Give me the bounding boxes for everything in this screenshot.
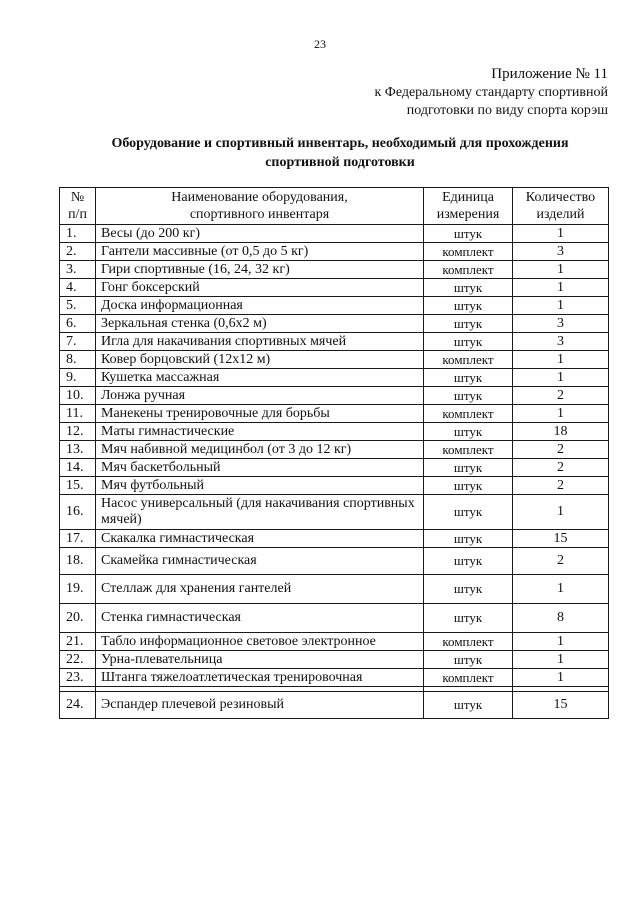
row-unit: штук <box>424 369 513 387</box>
row-number: 16. <box>60 495 96 530</box>
row-number: 21. <box>60 633 96 651</box>
appendix-reference-line-2: подготовки по виду спорта корэш <box>406 103 608 118</box>
row-quantity: 2 <box>513 459 609 477</box>
row-item-name: Кушетка массажная <box>96 369 424 387</box>
row-item-name: Мяч баскетбольный <box>96 459 424 477</box>
row-item-name: Скамейка гимнастическая <box>96 548 424 575</box>
row-number: 23. <box>60 669 96 687</box>
row-number: 17. <box>60 530 96 548</box>
row-quantity: 2 <box>513 548 609 575</box>
table-row <box>60 530 609 548</box>
row-number: 5. <box>60 297 96 315</box>
header-name: Наименование оборудования, спортивного инвентаря <box>96 188 424 225</box>
row-number: 4. <box>60 279 96 297</box>
row-number: 6. <box>60 315 96 333</box>
row-unit: штук <box>424 423 513 441</box>
row-unit: штук <box>424 495 513 530</box>
row-quantity: 2 <box>513 387 609 405</box>
table-row <box>60 279 609 297</box>
row-number: 10. <box>60 387 96 405</box>
row-item-name: Гонг боксерский <box>96 279 424 297</box>
table-row <box>60 387 609 405</box>
row-number: 19. <box>60 575 96 604</box>
equipment-table <box>59 187 609 719</box>
row-quantity: 18 <box>513 423 609 441</box>
row-unit: штук <box>424 651 513 669</box>
row-item-name: Маты гимнастические <box>96 423 424 441</box>
page-number: 23 <box>314 37 326 51</box>
row-quantity: 8 <box>513 604 609 633</box>
row-quantity: 15 <box>513 530 609 548</box>
header-unit: Единица измерения <box>424 188 513 225</box>
document-title <box>40 134 640 172</box>
table-row <box>60 333 609 351</box>
row-unit: комплект <box>424 405 513 423</box>
row-quantity: 1 <box>513 261 609 279</box>
row-unit: комплект <box>424 261 513 279</box>
row-item-name: Весы (до 200 кг) <box>96 225 424 243</box>
appendix-header <box>374 64 608 120</box>
row-unit: штук <box>424 575 513 604</box>
table-row <box>60 297 609 315</box>
appendix-reference-line-1: к Федеральному стандарту спортивной <box>374 85 608 100</box>
table-row <box>60 575 609 604</box>
document-title-line-1: Оборудование и спортивный инвентарь, необходимый для прохождения <box>111 136 569 151</box>
row-item-name: Стеллаж для хранения гантелей <box>96 575 424 604</box>
row-unit: штук <box>424 604 513 633</box>
row-unit: комплект <box>424 669 513 687</box>
row-item-name: Мяч футбольный <box>96 477 424 495</box>
header-number: № п/п <box>60 188 96 225</box>
row-item-name: Штанга тяжелоатлетическая тренировочная <box>96 669 424 687</box>
appendix-number: Приложение № 11 <box>491 66 608 82</box>
row-unit: штук <box>424 333 513 351</box>
row-item-name: Стенка гимнастическая <box>96 604 424 633</box>
table-row <box>60 243 609 261</box>
row-item-name: Манекены тренировочные для борьбы <box>96 405 424 423</box>
table-row <box>60 633 609 651</box>
row-item-name: Гири спортивные (16, 24, 32 кг) <box>96 261 424 279</box>
row-number: 7. <box>60 333 96 351</box>
row-item-name: Гантели массивные (от 0,5 до 5 кг) <box>96 243 424 261</box>
table-row <box>60 351 609 369</box>
row-unit: штук <box>424 297 513 315</box>
table-row <box>60 315 609 333</box>
row-quantity: 1 <box>513 495 609 530</box>
row-item-name: Табло информационное световое электронное <box>96 633 424 651</box>
row-number: 18. <box>60 548 96 575</box>
row-unit: штук <box>424 387 513 405</box>
row-quantity: 1 <box>513 651 609 669</box>
row-quantity: 1 <box>513 405 609 423</box>
row-number: 2. <box>60 243 96 261</box>
row-unit: штук <box>424 692 513 719</box>
row-unit: штук <box>424 315 513 333</box>
row-number: 1. <box>60 225 96 243</box>
table-row <box>60 459 609 477</box>
row-item-name: Лонжа ручная <box>96 387 424 405</box>
table-row <box>60 692 609 719</box>
row-number: 8. <box>60 351 96 369</box>
row-number: 12. <box>60 423 96 441</box>
row-quantity: 1 <box>513 575 609 604</box>
row-unit: штук <box>424 225 513 243</box>
table-row <box>60 548 609 575</box>
row-item-name: Ковер борцовский (12х12 м) <box>96 351 424 369</box>
row-unit: комплект <box>424 633 513 651</box>
row-number: 14. <box>60 459 96 477</box>
table-row <box>60 225 609 243</box>
row-unit: штук <box>424 279 513 297</box>
row-item-name: Зеркальная стенка (0,6х2 м) <box>96 315 424 333</box>
row-item-name: Урна-плевательница <box>96 651 424 669</box>
row-item-name: Насос универсальный (для накачивания спортивных мячей) <box>96 495 424 530</box>
table-row <box>60 441 609 459</box>
row-number: 3. <box>60 261 96 279</box>
row-item-name: Эспандер плечевой резиновый <box>96 692 424 719</box>
header-quantity: Количество изделий <box>513 188 609 225</box>
row-quantity: 3 <box>513 243 609 261</box>
row-quantity: 3 <box>513 333 609 351</box>
table-row <box>60 651 609 669</box>
document-title-line-2: спортивной подготовки <box>265 155 415 170</box>
row-unit: комплект <box>424 441 513 459</box>
row-quantity: 1 <box>513 369 609 387</box>
row-quantity: 1 <box>513 633 609 651</box>
row-quantity: 3 <box>513 315 609 333</box>
row-quantity: 1 <box>513 669 609 687</box>
row-number: 15. <box>60 477 96 495</box>
row-unit: штук <box>424 530 513 548</box>
row-number: 22. <box>60 651 96 669</box>
row-unit: штук <box>424 548 513 575</box>
row-number: 9. <box>60 369 96 387</box>
row-item-name: Скакалка гимнастическая <box>96 530 424 548</box>
row-quantity: 2 <box>513 477 609 495</box>
table-header-row <box>60 188 609 225</box>
table-row <box>60 423 609 441</box>
row-unit: комплект <box>424 243 513 261</box>
row-quantity: 2 <box>513 441 609 459</box>
row-number: 20. <box>60 604 96 633</box>
table-row <box>60 369 609 387</box>
row-item-name: Доска информационная <box>96 297 424 315</box>
table-row <box>60 477 609 495</box>
table-row <box>60 405 609 423</box>
row-item-name: Игла для накачивания спортивных мячей <box>96 333 424 351</box>
row-number: 11. <box>60 405 96 423</box>
row-quantity: 1 <box>513 297 609 315</box>
row-quantity: 1 <box>513 279 609 297</box>
table-row <box>60 604 609 633</box>
row-unit: комплект <box>424 351 513 369</box>
table-row <box>60 261 609 279</box>
table-row <box>60 669 609 687</box>
row-item-name: Мяч набивной медицинбол (от 3 до 12 кг) <box>96 441 424 459</box>
row-number: 24. <box>60 692 96 719</box>
row-quantity: 15 <box>513 692 609 719</box>
table-row <box>60 495 609 530</box>
row-quantity: 1 <box>513 225 609 243</box>
row-number: 13. <box>60 441 96 459</box>
row-unit: штук <box>424 459 513 477</box>
row-quantity: 1 <box>513 351 609 369</box>
row-unit: штук <box>424 477 513 495</box>
